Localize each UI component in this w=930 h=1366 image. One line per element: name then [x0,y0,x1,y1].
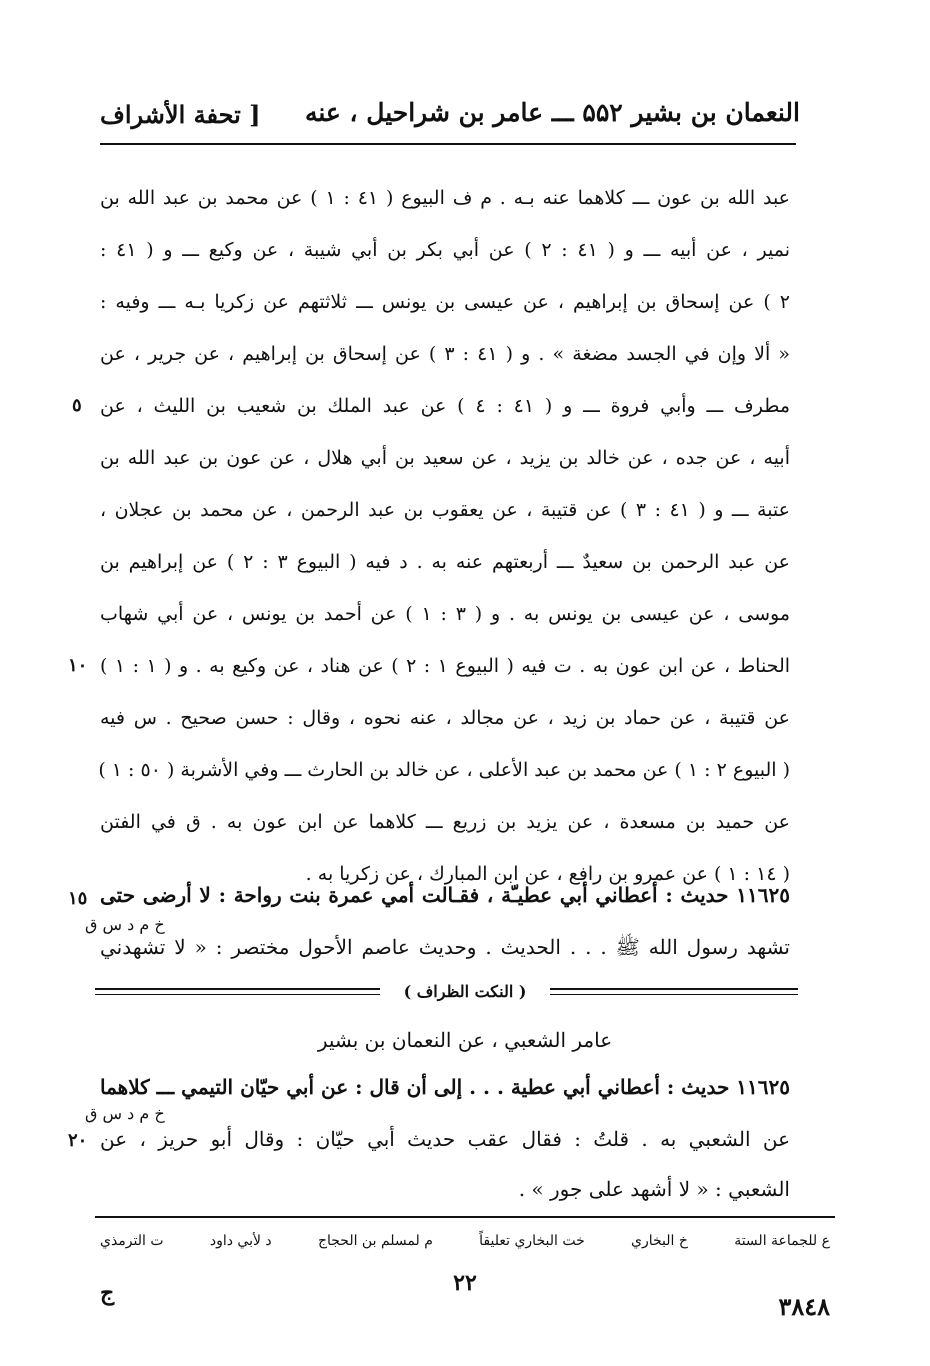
body-line: عتبة ـــ و ( ٤١ : ٣ ) عن قتيبة ، عن يعقوب بن عبد الرحمن ، عن محمد بن عجلان ، [100,499,791,521]
abbreviation-item: خت البخاري تعليقاً [479,1233,585,1249]
margin-line-number: ٢٠ [68,1130,88,1151]
margin-line-number: ١٥ [68,888,88,909]
body-line: ٢ ) عن إسحاق بن إبراهيم ، عن عيسى بن يونس ـــ ثلاثتهم عن زكريا بـه ـــ وفيه : [100,291,790,313]
section-divider-rule [550,988,798,990]
section-divider-rule [95,988,380,990]
hadith-sigla: خ م د س ق [85,915,165,934]
nukat-line: الشعبي : « لا أشهد على جور » . [518,1177,790,1201]
body-line: عبد الله بن عون ـــ كلاهما عنه بـه . م ف البيوع ( ٤١ : ١ ) عن محمد بن عبد الله بن [100,187,791,209]
abbreviation-item: خ البخاري [631,1233,688,1249]
body-line: عن حميد بن مسعدة ، عن يزيد بن زريع ـــ كلاهما عن ابن عون به . ق في الفتن [100,811,790,833]
hadith-entry-line: تشهد رسول الله ﷺ . . . الحديث . وحديث عاصم الأحول مختصر : « لا تشهدني [100,935,790,959]
body-line: عن قتيبة ، عن حماد بن زيد ، عن مجالد ، عنه نحوه ، وقال : حسن صحيح . س فيه [100,707,790,729]
body-line: نمير ، عن أبيه ـــ و ( ٤١ : ٢ ) عن أبي بكر بن أبي شيبة ، عن وكيع ـــ و ( ٤١ : [100,239,791,261]
footer-rule [95,1216,835,1218]
nukat-line: عن الشعبي به . قلتُ : فقال عقب حديث أبي حيّان : وقال أبو حريز ، عن [100,1127,790,1151]
abbreviation-item: م لمسلم بن الحجاج [317,1233,433,1249]
hadith-entry-line: ١١٦٢٥ حديث : أعطاني أبي عطيـّة ، فقـالت أمي عمرة بنت رواحة : لا أرضى حتى [100,883,790,907]
section-divider-rule [95,994,380,995]
section-subheading: عامر الشعبي ، عن النعمان بن بشير [317,1028,613,1052]
nukat-sigla: خ م د س ق [85,1104,165,1123]
body-line: الحناط ، عن ابن عون به . ت فيه ( البيوع ١ : ٢ ) عن هناد ، عن وكيع به . و ( ١ : ١ ) [100,655,791,677]
abbreviation-item: ت الترمذي [100,1233,164,1249]
body-line: موسى ، عن عيسى بن يونس به . و ( ٣ : ١ ) عن أحمد بن يونس ، عن أبي شهاب [100,603,791,625]
section-divider-label: ( النكت الظراف ) [380,980,550,1004]
body-line: مطرف ـــ وأبي فروة ـــ و ( ٤١ : ٤ ) عن عبد الملك بن شعيب بن الليث ، عن [100,395,790,417]
abbreviation-key [100,1226,830,1256]
running-header-book-title: [ تحفة الأشراف [100,100,261,129]
body-line: « ألا وإن في الجسد مضغة » . و ( ٤١ : ٣ ) عن إسحاق بن إبراهيم ، عن جرير ، عن [100,343,790,365]
nukat-line: ١١٦٢٥ حديث : أعطاني أبي عطية . . . إلى أن قال : عن أبي حيّان التيمي ـــ كلاهما [100,1075,790,1099]
section-divider-rule [550,994,798,995]
margin-line-number: ١٠ [68,655,88,676]
page-number: ٢٢ [453,1270,477,1296]
volume-number: ٣٨٤٨ [778,1292,830,1321]
abbreviation-item: د لأبي داود [209,1233,272,1249]
body-line: أبيه ، عن جده ، عن خالد بن يزيد ، عن سعيد بن أبي هلال ، عن عون بن عبد الله بن [100,447,790,469]
header-rule [100,143,796,145]
running-header-title: النعمان بن بشير ۵۵۲ ـــ عامر بن شراحيل ، عنه [304,98,800,127]
margin-line-number: ٥ [72,395,82,416]
body-line: ( ١٤ : ١ ) عن عمرو بن رافع ، عن ابن المبارك ، عن زكريا به . [305,863,790,885]
body-line: ( البيوع ٢ : ١ ) عن محمد بن عبد الأعلى ، عن خالد بن الحارث ـــ وفي الأشربة ( ٥٠ : ١ ) [98,759,790,781]
abbreviation-item: ع للجماعة الستة [734,1233,830,1249]
signature-mark: ج [100,1280,115,1306]
body-line: عن عبد الرحمن بن سعيدٌ ـــ أربعتهم عنه به . د فيه ( البيوع ٣ : ٢ ) عن إبراهيم بن [100,551,790,573]
